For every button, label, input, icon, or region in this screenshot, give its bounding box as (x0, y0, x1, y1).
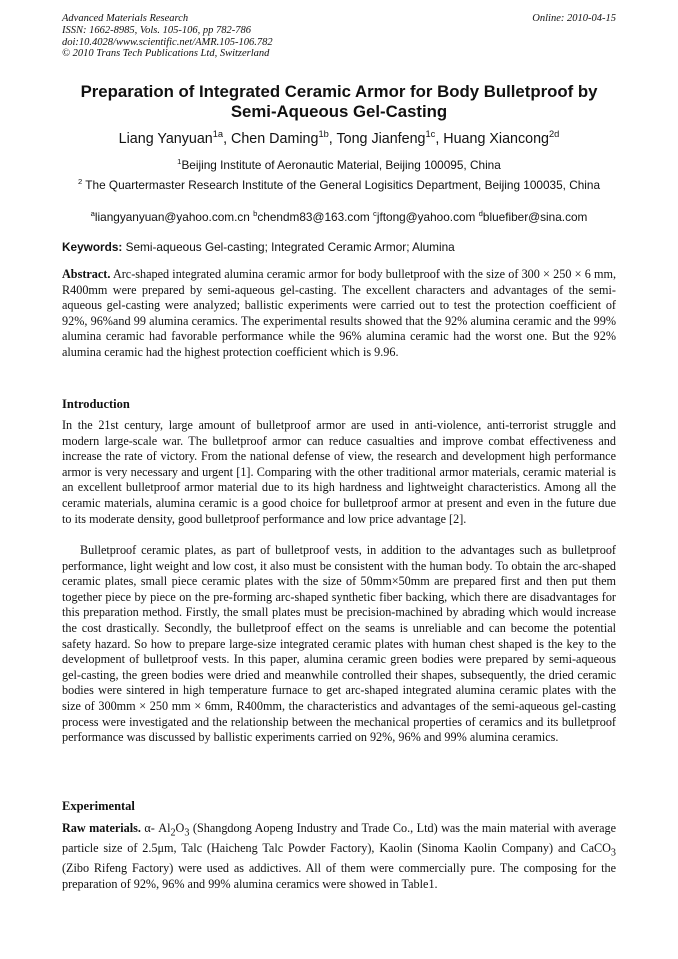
author-name: Liang Yanyuan (118, 131, 213, 147)
keywords-label: Keywords: (62, 240, 123, 254)
keywords-text: Semi-aqueous Gel-casting; Integrated Ceramic Armor; Alumina (125, 240, 455, 254)
affiliation-superscript: 2 (77, 177, 83, 187)
abstract-label: Abstract. (62, 267, 111, 281)
email-link[interactable]: liangyanyuan@yahoo.com.cn (94, 210, 250, 224)
author-superscript: 1a (212, 129, 224, 140)
section-heading-experimental: Experimental (62, 799, 135, 813)
raw-materials-text: (Shangdong Aopeng Industry and Trade Co., Ltd) was the main material with average particle size of 2.5μm, Talc (Haicheng Talc Powder Factory), Kaolin (Sinoma Kaolin Company) and CaCO (62, 821, 617, 856)
affiliation-1 (62, 158, 616, 174)
alpha-prefix: α- (144, 821, 155, 835)
author-name: Tong Jianfeng (336, 131, 426, 147)
copyright-line: © 2010 Trans Tech Publications Ltd, Switzerland (62, 48, 270, 60)
email-link[interactable]: bluefiber@sina.com (482, 210, 588, 224)
raw-materials-paragraph (62, 821, 616, 892)
raw-materials-label: Raw materials. (62, 821, 141, 835)
author-superscript: 2d (549, 129, 560, 140)
email-superscript: a (90, 209, 95, 219)
formula-subscript: 2 (170, 827, 176, 839)
author-name: Huang Xiancong (443, 131, 549, 147)
affiliation-superscript: 1 (177, 157, 182, 167)
journal-header (62, 13, 273, 60)
affiliation-text: The Quartermaster Research Institute of the General Logisitics Department, Beijing 100035, China (85, 178, 601, 192)
journal-name: Advanced Materials Research (62, 13, 189, 24)
email-list (62, 210, 616, 226)
email-link[interactable]: jftong@yahoo.com (376, 210, 476, 224)
author-superscript: 1b (318, 129, 329, 140)
doi-line: doi:10.4028/www.scientific.net/AMR.105-106.782 (62, 36, 273, 48)
affiliation-text: Beijing Institute of Aeronautic Material, Beijing 100095, China (181, 158, 501, 172)
section-heading-introduction: Introduction (62, 397, 130, 411)
introduction-paragraph-1: In the 21st century, large amount of bulletproof armor are used in anti-violence, anti-terrorist struggle and modern large-scale war. The bulletproof armor can reduce casualties and improve combat effectiveness and increase the rate of victory. From the national defense of view, the research and development high performance armor is very necessary and urgent [1]. Comparing with the other traditional armor materials, ceramic material is an excellent bulletproof armor material due to its high hardness and lightweight characteristics. Among all the ceramic materials, alumina ceramic is a good choice for bulletproof armor at present and even in the future due to its moderate density, good bulletproof performance and low price advantage [2]. (62, 418, 616, 526)
author-list: Liang Yanyuan$^{1a}$, Chen Daming$^{1b}$, Tong Jianfeng$^{1c}$, Huang Xiancong$^{2d}$ (118, 129, 560, 147)
email-superscript: c (373, 209, 377, 219)
abstract-text: Arc-shaped integrated alumina ceramic armor for body bulletproof with the size of 300 × 250 × 6 mm, R400mm were prepared by semi-aqueous gel-casting. The excellent characters and advantages of the semi-aqueous gel-casting were analyzed; ballistic experiments were carried out to test the protection coefficient of 92%, 96%and 99 alumina ceramics. The experimental results showed that the 92% alumina ceramic and the 99% alumina ceramic had favorable performance while the 96% alumina ceramic had the worst one. But the 92% alumina ceramic had the highest protection coefficient which is 9.96. (62, 267, 616, 359)
formula-o: O (175, 821, 185, 835)
formula-al: Al (158, 821, 171, 835)
email-superscript: d (478, 209, 483, 219)
affiliation-2 (62, 178, 616, 194)
issn-line: ISSN: 1662-8985, Vols. 105-106, pp 782-786 (62, 24, 251, 36)
formula-subscript: 3 (184, 827, 190, 839)
abstract (62, 267, 616, 361)
keywords (62, 240, 616, 255)
paper-title: Preparation of Integrated Ceramic Armor for Body Bulletproof by Semi-Aqueous Gel-Casting (80, 82, 598, 121)
author-superscript: 1c (425, 129, 436, 140)
email-superscript: b (253, 209, 258, 219)
author-name: Chen Daming (231, 131, 319, 147)
online-date: Online: 2010-04-15 (532, 13, 616, 24)
raw-materials-text-cont: (Zibo Rifeng Factory) were used as addictives. All of them were commercially pure. The composing for the preparation of 92%, 96% and 99% alumina ceramics were showed in Table1. (62, 861, 616, 891)
introduction-paragraph-2: Bulletproof ceramic plates, as part of bulletproof vests, in addition to the advantages such as bulletproof performance, light weight and low cost, it also must be consistent with the human body. To obtain the arc-shaped ceramic plates, small piece ceramic plates with the size of 50mm×50mm are prepared first and then put them together piece by piece on the pre-forming arc-shaped synthetic fiber backing, which there are disadvantages for this preparation method. Firstly, the small plates must be precision-machined by abrading which would increase the cost drastically. Secondly, the bulletproof effect on the seams is unreliable and can become the potential safety hazard. So how to prepare large-size integrated ceramic plates with human chest shaped is the key to the development of bulletproof vests. In this paper, alumina ceramic green bodies were prepared by semi-aqueous gel-casting, the green bodies were dried and meanwhile controlled their shapes, subsequently, the dried ceramic bodies were sintered in high temperature furnace to get arc-shaped integrated alumina ceramic plates with the size of 300mm × 250 mm × 6mm, R400mm, the characteristics and advantages of the semi-aqueous gel-casting process were investigated and the relationship between the mechanical properties of ceramics and its bulletproof performance was discussed by ballistic experiments carried on 92%, 96% and 99% alumina ceramics. (62, 543, 616, 745)
formula-subscript: 3 (610, 847, 616, 859)
email-link[interactable]: chendm83@163.com (257, 210, 370, 224)
